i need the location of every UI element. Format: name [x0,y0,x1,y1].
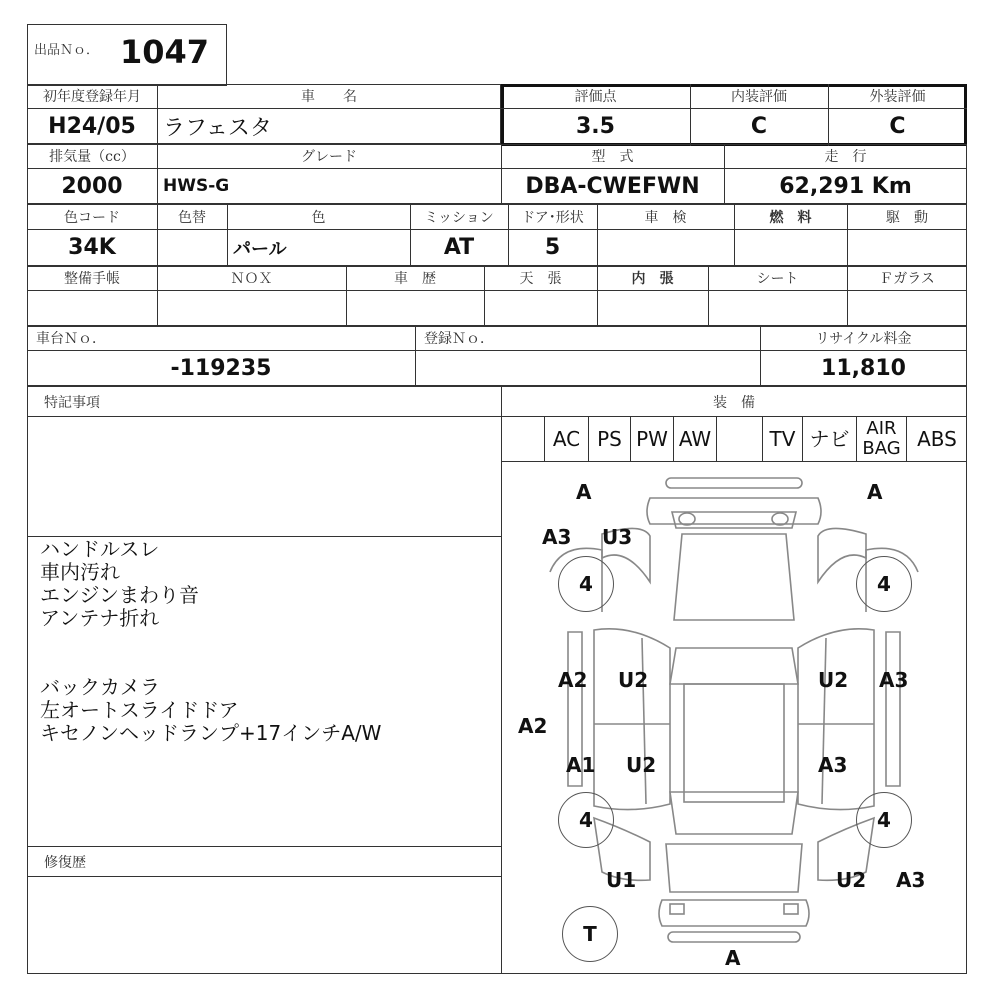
damage-left-rear-door-u: U2 [626,753,657,777]
mileage-label: 走 行 [824,149,867,165]
equipment-tv: TV [763,417,803,461]
model-label: 型 式 [591,149,634,165]
equipment-label: 装 備 [713,395,755,411]
drive-label: 駆 動 [886,209,928,226]
damage-right-rear-door: A3 [818,753,848,777]
displacement-label: 排気量（cc） [49,149,135,165]
damage-left-rear-door-a: A1 [566,753,596,777]
displacement-value: 2000 [61,173,123,199]
equipment-ac: AC [545,417,589,461]
recycle-fee-value: 11,810 [821,355,906,381]
tire-front-left: 4 [558,556,614,612]
notes-text: ハンドルスレ 車内汚れ エンジンまわり音 アンテナ折れ バックカメラ 左オートスライドドア キセノンヘッドランプ+17インチA/W [40,537,382,745]
door-value: 5 [544,235,561,260]
model-value: DBA-CWEFWN [525,173,700,199]
equipment-ps: PS [589,417,631,461]
tire-front-right: 4 [856,556,912,612]
interior-grade-label: 内装評価 [731,89,787,105]
damage-front-left: A [576,480,592,504]
tire-rear-left: 4 [558,792,614,848]
inspection-value [597,229,734,266]
inspection-label: 車 検 [644,209,687,226]
divider [27,846,501,847]
tire-rear-right: 4 [856,792,912,848]
damage-front-right: A [867,480,883,504]
exterior-grade-value: C [889,113,906,139]
damage-right-rear-quarter-u: U2 [836,868,867,892]
equipment-abs: ABS [917,427,957,451]
divider [27,290,967,291]
mileage-value: 62,291 Km [779,173,912,199]
repaint-value [157,229,227,266]
chassis-number-label: 車台Ｎｏ． [36,331,106,347]
damage-left-side: A2 [518,714,548,738]
equipment-cell-blank [717,417,763,461]
interior-trim-label: 内 張 [631,271,674,287]
damage-left-front-door-u: U2 [618,668,649,692]
registration-number-label: 登録Ｎｏ． [424,331,494,347]
grade-label: グレード [301,149,357,165]
recycle-fee-label: リサイクル料金 [815,331,912,347]
repair-history-label: 修復歴 [44,855,86,871]
color-code-label: 色コード [64,209,120,226]
damage-left-rear-quarter: U1 [606,868,637,892]
score-value: 3.5 [576,113,615,139]
color-value: パール [233,238,287,260]
first-registration-value: H24/05 [48,113,136,139]
damage-left-fender-u: U3 [602,525,633,549]
lot-number-label: 出品Ｎｏ． [34,42,100,58]
front-glass-label: Ｆガラス [879,271,935,287]
lot-number: 1047 [120,33,210,71]
spare-tire: T [562,906,618,962]
divider [27,876,501,877]
score-label: 評価点 [574,89,617,105]
service-book-label: 整備手帳 [64,271,120,287]
car-name-label: 車 名 [301,89,357,105]
roof-lining-label: 天 張 [519,271,562,287]
notes-label: 特記事項 [44,395,100,411]
equipment-cell-blank [501,417,545,461]
chassis-number-value: -119235 [170,355,272,381]
interior-grade-value: C [750,113,768,139]
equipment-navi: ナビ [803,417,857,461]
damage-left-fender-a: A3 [542,525,572,549]
car-body-diagram [502,462,966,973]
nox-label: ＮＯＸ [230,271,273,287]
mission-value: AT [443,235,475,260]
mission-label: ミッション [424,209,494,226]
damage-rear-bumper: A [725,946,741,970]
equipment-pw: PW [631,417,674,461]
exterior-grade-label: 外装評価 [869,89,926,105]
registration-number-value [415,350,760,386]
repaint-label: 色替 [178,209,206,226]
damage-right-rear-quarter-a: A3 [896,868,926,892]
history-label: 車 歴 [394,271,436,287]
damage-right-front-door-a: A3 [879,668,909,692]
door-label: ドア･形状 [521,209,584,226]
color-label: 色 [311,209,326,226]
car-name-value: ラフェスタ [163,115,272,141]
color-code-value: 34K [68,235,116,260]
equipment-airbag: AIR BAG [857,417,907,461]
fuel-label: 燃 料 [769,209,812,226]
damage-right-front-door-u: U2 [818,668,849,692]
equipment-aw: AW [674,417,717,461]
grade-value: HWS-G [163,176,230,196]
damage-left-front-door-a: A2 [558,668,588,692]
first-registration-label: 初年度登録年月 [43,89,141,105]
fuel-value [734,229,847,266]
seat-label: シート [756,271,799,287]
drive-value [847,229,967,266]
